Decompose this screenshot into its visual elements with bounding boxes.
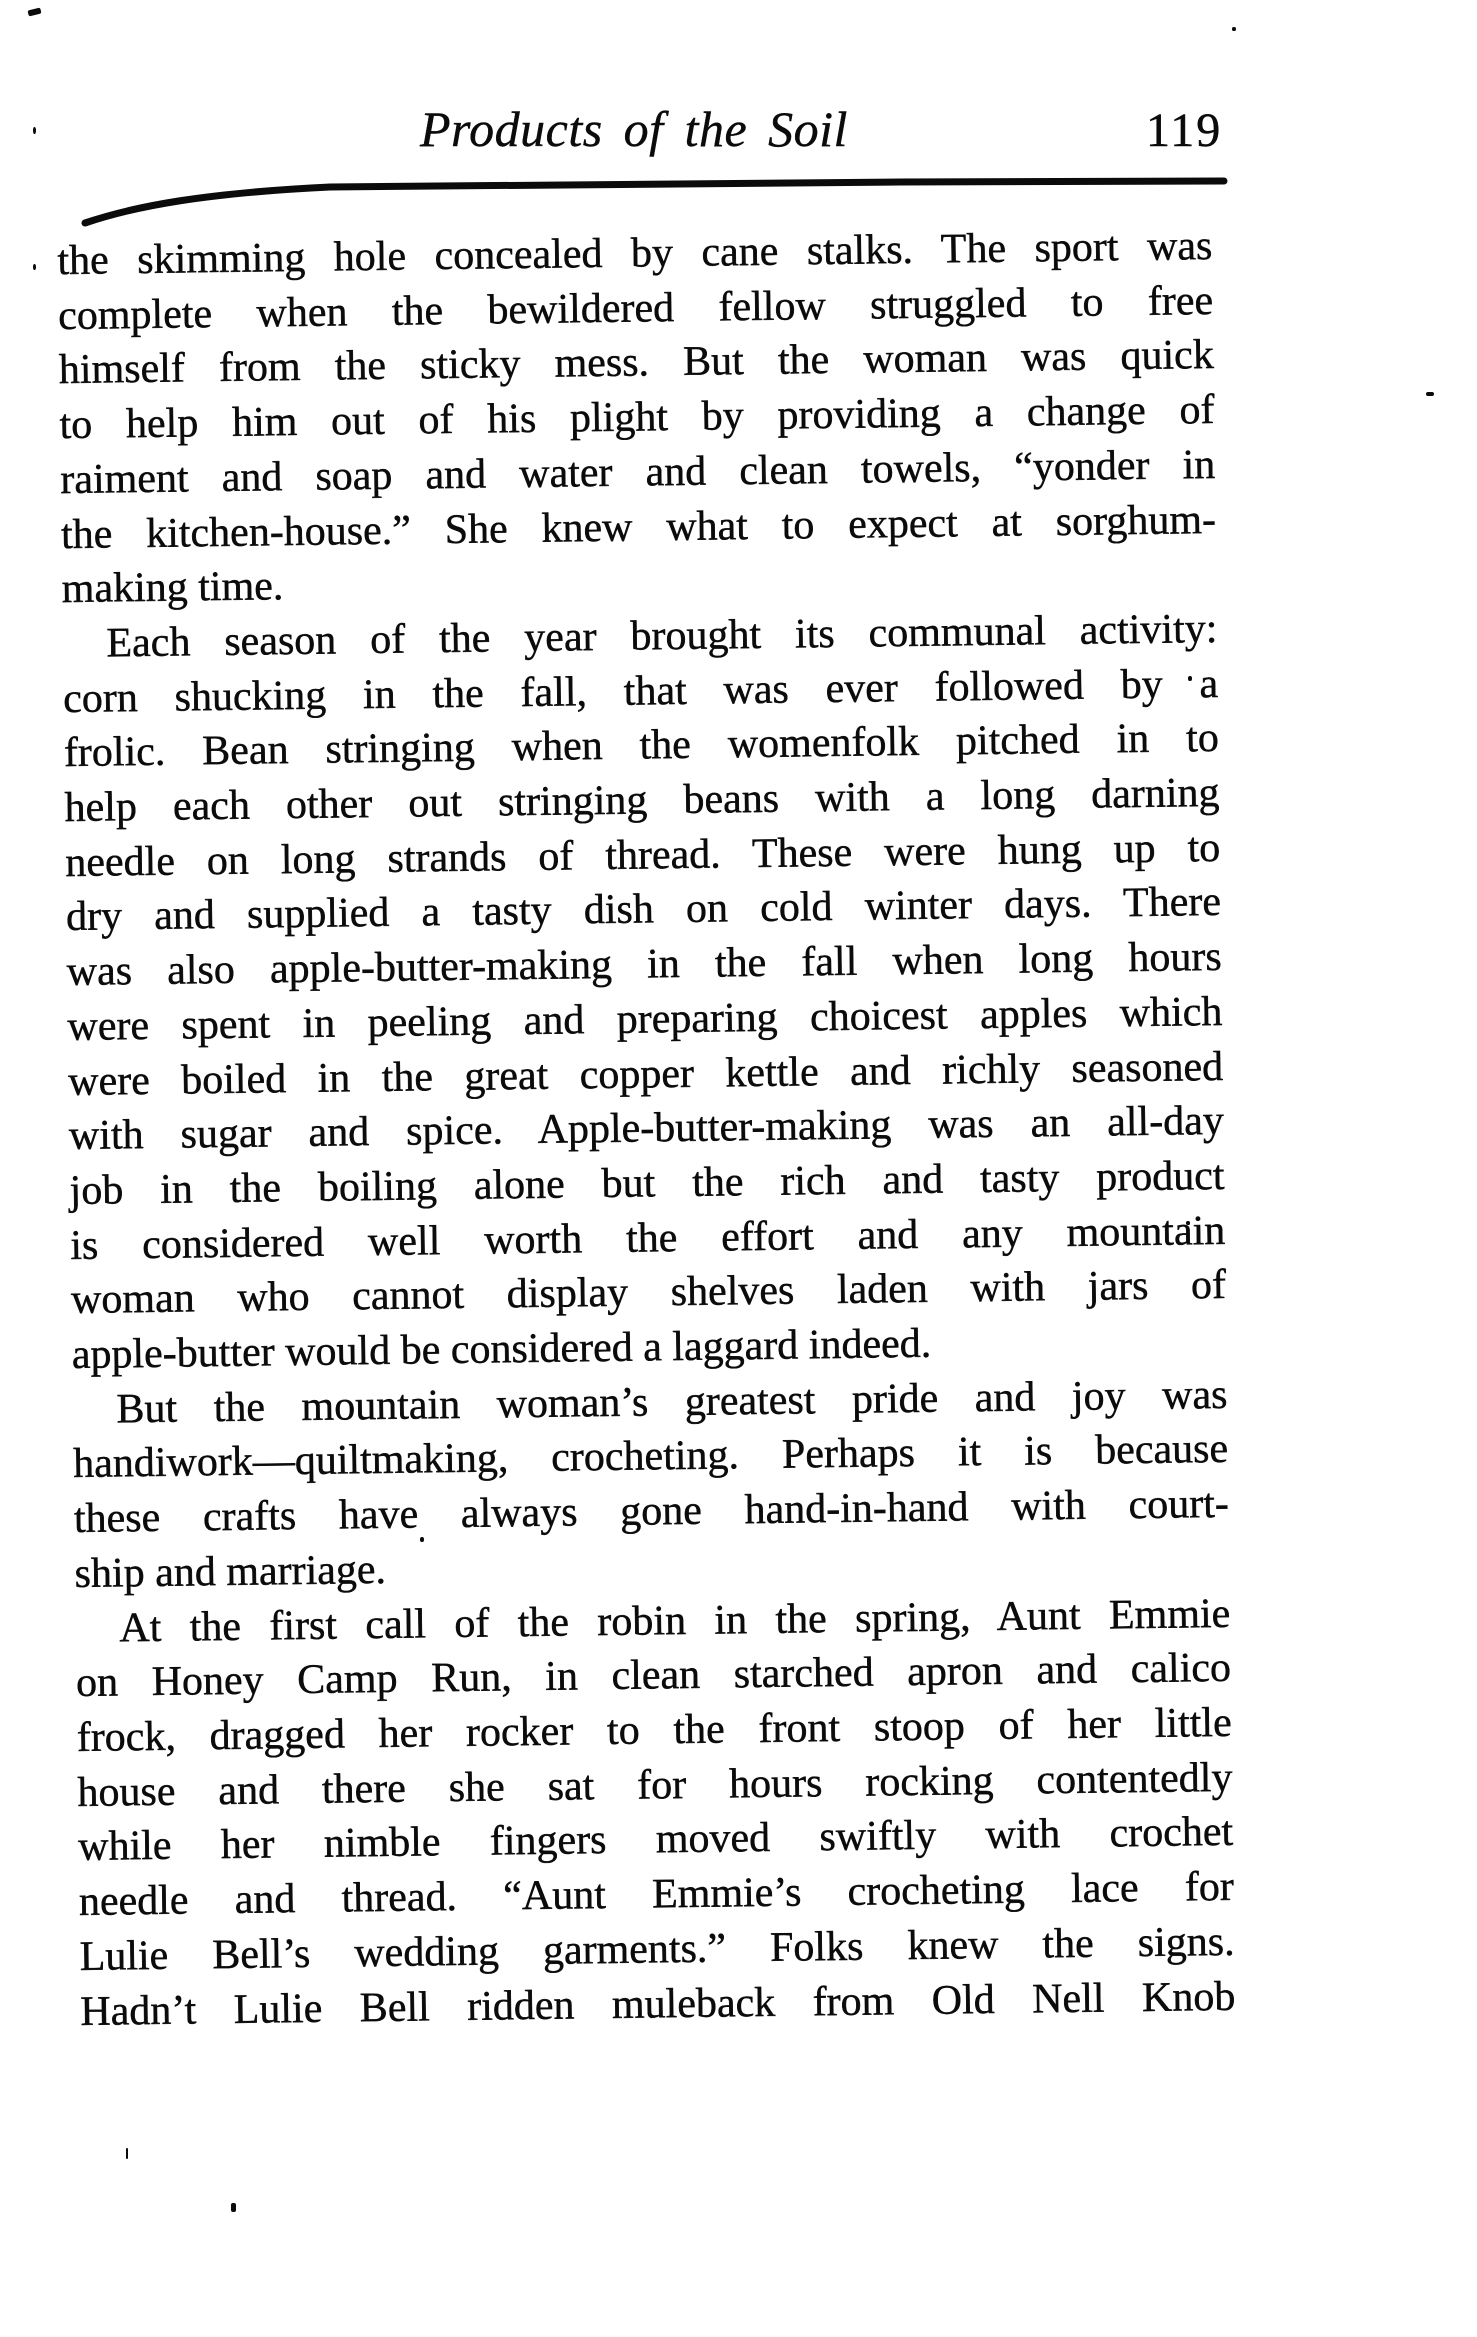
text-line: raiment and soap and water and clean towels, “yonder in — [60, 441, 1216, 503]
text-line: ship and marriage. — [74, 1546, 387, 1597]
text-line: were boiled in the great copper kettle and richly seasoned — [67, 1043, 1224, 1105]
text-line: the kitchen-house.” She knew what to expect at sorghum- — [60, 496, 1217, 558]
text-line: making time. — [61, 563, 284, 613]
text-line: corn shucking in the fall, that was ever followed by a — [62, 660, 1219, 722]
text-line: frock, dragged her rocker to the front stoop of her little — [76, 1699, 1232, 1761]
text-line: these crafts have always gone hand-in-hand with court- — [73, 1481, 1230, 1543]
text-line: needle and thread. “Aunt Emmie’s crocheting lace for — [78, 1863, 1235, 1926]
text-line: was also apple-butter-making in the fall when long hours — [66, 934, 1222, 996]
text-line: Lulie Bell’s wedding garments.” Folks knew the signs. — [79, 1918, 1235, 1980]
paragraph — [62, 602, 1227, 1383]
text-line: needle on long strands of thread. These were hung up to — [65, 824, 1221, 886]
text-line: dry and supplied a tasty dish on cold winter days. There — [65, 879, 1222, 941]
running-title: Products of the Soil — [420, 101, 848, 157]
text-line: house and there she sat for hours rocking contentedly — [77, 1754, 1233, 1816]
text-line: handiwork—quiltmaking, crocheting. Perhaps it is because — [72, 1426, 1229, 1488]
page-number: 119 — [1146, 104, 1223, 157]
text-line: Hadn’t Lulie Bell ridden muleback from Old Nell Knob — [80, 1973, 1236, 2035]
text-line: But the mountain woman’s greatest pride and joy was — [116, 1371, 1228, 1433]
text-line: Each season of the year brought its communal activity: — [106, 605, 1218, 667]
paragraph — [75, 1586, 1236, 2039]
text-line: himself from the sticky mess. But the woman was quick — [58, 332, 1215, 394]
text-line: is considered well worth the effort and any mountain — [70, 1207, 1226, 1269]
text-line: on Honey Camp Run, in clean starched apron and calico — [75, 1645, 1232, 1707]
scan-speck — [126, 2148, 128, 2159]
text-line: with sugar and spice. Apple-butter-making was an all-day — [68, 1098, 1225, 1160]
page-text — [57, 219, 1236, 2039]
text-line: woman who cannot display shelves laden with jars of — [70, 1262, 1227, 1324]
text-line: complete when the bewildered fellow struggled to free — [57, 277, 1214, 339]
text-line: were spent in peeling and preparing choicest apples which — [67, 988, 1223, 1050]
text-line: to help him out of his plight by providing a change of — [59, 387, 1215, 449]
scan-speck — [231, 2203, 236, 2212]
paragraph — [57, 219, 1217, 617]
text-line: the skimming hole concealed by cane stalks. The sport was — [57, 222, 1213, 285]
text-line: frolic. Bean stringing when the womenfolk pitched in to — [63, 715, 1220, 777]
text-line: At the first call of the robin in the spring, Aunt Emmie — [119, 1590, 1231, 1651]
text-line: apple-butter would be considered a laggard indeed. — [71, 1320, 932, 1379]
text-line: job in the boiling alone but the rich and tasty product — [69, 1152, 1225, 1214]
scan-speck — [1426, 392, 1434, 396]
paragraph — [72, 1368, 1230, 1602]
text-line: help each other out stringing beans with a long darning — [64, 769, 1220, 832]
text-line: while her nimble fingers moved swiftly with crochet — [77, 1809, 1234, 1871]
